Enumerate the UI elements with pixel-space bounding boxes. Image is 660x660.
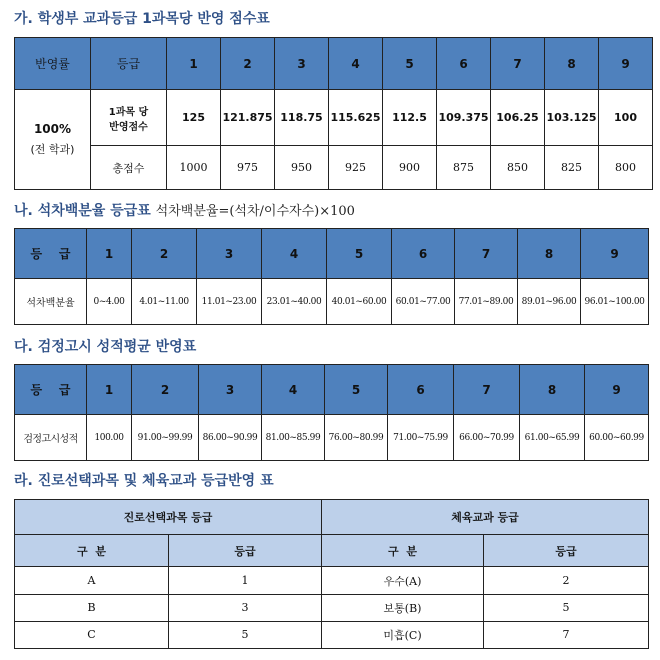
range-cell: 77.01~89.00 xyxy=(455,279,518,325)
header-cell: 등급 xyxy=(169,535,322,567)
header-cell: 8 xyxy=(545,38,599,90)
rank-table-header xyxy=(15,229,649,279)
section-b-title-text: 나. 석차백분율 등급표 xyxy=(14,203,151,219)
range-cell: 0~4.00 xyxy=(87,279,132,325)
header-cell: 6 xyxy=(388,365,454,415)
formula-text: 석차백분율=(석차/이수자수)×100 xyxy=(155,204,355,219)
table-cell: 5 xyxy=(169,621,322,648)
header-cell: 5 xyxy=(327,229,392,279)
table-row xyxy=(15,90,653,146)
table-row xyxy=(15,621,649,648)
header-cell: 5 xyxy=(325,365,388,415)
header-cell: 구 분 xyxy=(322,535,484,567)
range-cell: 61.00~65.99 xyxy=(520,415,585,461)
header-cell: 등 급 xyxy=(15,229,87,279)
row-label-line: 반영점수 xyxy=(109,121,148,133)
range-cell: 60.00~60.99 xyxy=(585,415,649,461)
rate-main: 100% xyxy=(33,122,72,136)
range-cell: 11.01~23.00 xyxy=(197,279,262,325)
header-cell: 구 분 xyxy=(15,535,169,567)
table-cell: 5 xyxy=(484,594,649,621)
score-cell: 115.625 xyxy=(329,90,383,146)
section-c-title: 다. 검정고시 성적평균 반영표 xyxy=(14,339,197,355)
header-cell: 6 xyxy=(437,38,491,90)
section-a-title: 가. 학생부 교과등급 1과목당 반영 점수표 xyxy=(14,11,270,27)
header-cell: 9 xyxy=(585,365,649,415)
header-cell: 8 xyxy=(518,229,581,279)
rate-sub: (전 학과) xyxy=(30,143,75,156)
header-cell: 6 xyxy=(392,229,455,279)
table-row xyxy=(15,567,649,594)
table-cell: 3 xyxy=(169,594,322,621)
score-cell: 125 xyxy=(167,90,221,146)
header-cell: 등급 xyxy=(484,535,649,567)
header-cell: 2 xyxy=(132,229,197,279)
score-table-header xyxy=(15,38,653,90)
score-cell: 109.375 xyxy=(437,90,491,146)
row-label-line: 1과목 당 xyxy=(108,106,149,118)
total-cell: 825 xyxy=(545,146,599,190)
table-cell: 보통(B) xyxy=(322,594,484,621)
row-label: 총점수 xyxy=(91,146,167,190)
score-table xyxy=(14,37,653,190)
score-cell: 121.875 xyxy=(221,90,275,146)
total-cell: 850 xyxy=(491,146,545,190)
row-label: 검정고시성적 xyxy=(15,415,87,461)
row-label: 석차백분율 xyxy=(15,279,87,325)
table-row xyxy=(15,279,649,325)
header-cell: 등 급 xyxy=(15,365,87,415)
range-cell: 86.00~90.99 xyxy=(199,415,262,461)
range-cell: 91.00~99.99 xyxy=(132,415,199,461)
header-cell: 3 xyxy=(199,365,262,415)
header-cell: 3 xyxy=(275,38,329,90)
header-cell: 9 xyxy=(581,229,649,279)
column-header-row xyxy=(15,535,649,567)
header-cell: 7 xyxy=(491,38,545,90)
header-cell: 4 xyxy=(262,229,327,279)
total-cell: 800 xyxy=(599,146,653,190)
group-header-row xyxy=(15,500,649,535)
rate-cell xyxy=(15,90,91,190)
range-cell: 60.01~77.00 xyxy=(392,279,455,325)
row-label xyxy=(91,90,167,146)
range-cell: 66.00~70.99 xyxy=(454,415,520,461)
table-row xyxy=(15,415,649,461)
total-cell: 975 xyxy=(221,146,275,190)
score-cell: 112.5 xyxy=(383,90,437,146)
table-cell: 우수(A) xyxy=(322,567,484,594)
header-cell: 7 xyxy=(455,229,518,279)
total-cell: 900 xyxy=(383,146,437,190)
range-cell: 40.01~60.00 xyxy=(327,279,392,325)
table-cell: 2 xyxy=(484,567,649,594)
header-cell: 1 xyxy=(87,229,132,279)
table-cell: C xyxy=(15,621,169,648)
range-cell: 89.01~96.00 xyxy=(518,279,581,325)
table-cell: 1 xyxy=(169,567,322,594)
header-cell: 9 xyxy=(599,38,653,90)
header-cell: 3 xyxy=(197,229,262,279)
ged-table xyxy=(14,364,649,461)
table-cell: A xyxy=(15,567,169,594)
table-cell: B xyxy=(15,594,169,621)
group-header-pe: 체육교과 등급 xyxy=(322,500,649,535)
score-cell: 100 xyxy=(599,90,653,146)
range-cell: 71.00~75.99 xyxy=(388,415,454,461)
ged-table-header xyxy=(15,365,649,415)
total-cell: 1000 xyxy=(167,146,221,190)
table-cell: 7 xyxy=(484,621,649,648)
total-cell: 950 xyxy=(275,146,329,190)
header-cell: 4 xyxy=(329,38,383,90)
group-header-elective: 진로선택과목 등급 xyxy=(15,500,322,535)
header-cell: 5 xyxy=(383,38,437,90)
total-cell: 875 xyxy=(437,146,491,190)
table-row xyxy=(15,594,649,621)
section-b-title xyxy=(14,200,355,220)
elective-pe-table xyxy=(14,499,649,649)
score-cell: 103.125 xyxy=(545,90,599,146)
range-cell: 23.01~40.00 xyxy=(262,279,327,325)
header-cell: 2 xyxy=(132,365,199,415)
header-cell: 2 xyxy=(221,38,275,90)
header-cell: 7 xyxy=(454,365,520,415)
header-cell: 등급 xyxy=(91,38,167,90)
total-cell: 925 xyxy=(329,146,383,190)
score-cell: 106.25 xyxy=(491,90,545,146)
header-cell: 8 xyxy=(520,365,585,415)
table-cell: 미흡(C) xyxy=(322,621,484,648)
range-cell: 76.00~80.99 xyxy=(325,415,388,461)
header-cell: 1 xyxy=(87,365,132,415)
header-cell: 1 xyxy=(167,38,221,90)
section-d-title: 라. 진로선택과목 및 체육교과 등급반영 표 xyxy=(14,473,274,489)
header-cell: 반영률 xyxy=(15,38,91,90)
rank-percent-table xyxy=(14,228,649,325)
range-cell: 81.00~85.99 xyxy=(262,415,325,461)
score-cell: 118.75 xyxy=(275,90,329,146)
table-row xyxy=(15,146,653,190)
range-cell: 96.01~100.00 xyxy=(581,279,649,325)
range-cell: 100.00 xyxy=(87,415,132,461)
range-cell: 4.01~11.00 xyxy=(132,279,197,325)
header-cell: 4 xyxy=(262,365,325,415)
